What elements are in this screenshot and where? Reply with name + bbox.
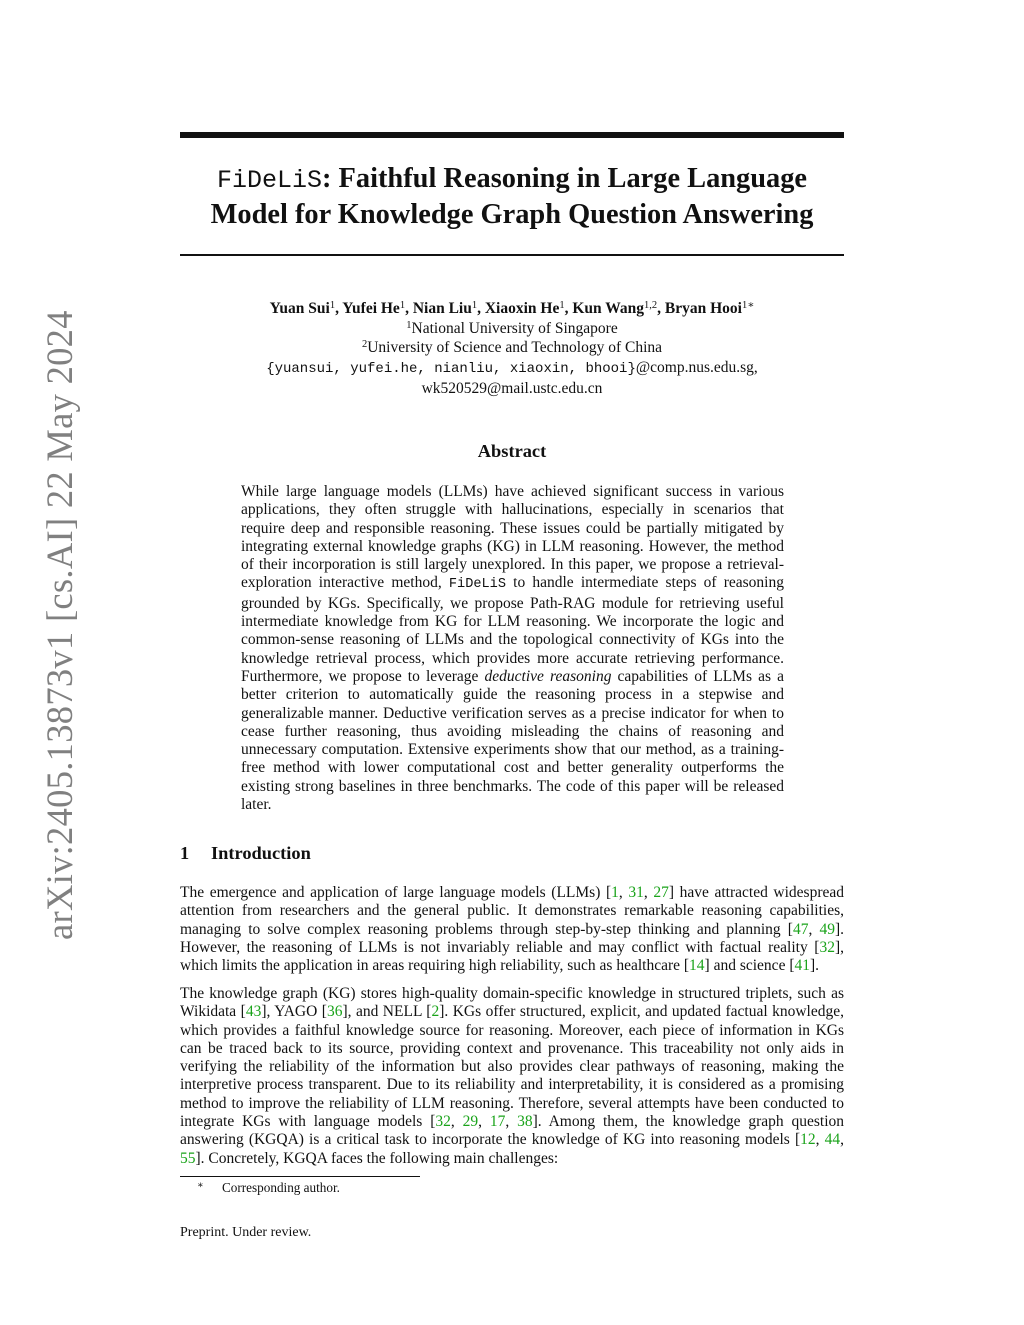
affiliation-mark: 1	[399, 300, 406, 311]
citation-link[interactable]: 12	[800, 1131, 816, 1149]
title-line-2: Model for Knowledge Graph Question Answering	[210, 199, 814, 230]
section-heading	[180, 843, 311, 864]
author-name: Nian Liu	[412, 300, 472, 317]
citation-link[interactable]: 47	[792, 920, 809, 938]
citation-link[interactable]: 31	[628, 884, 644, 901]
author-block	[180, 299, 844, 399]
citation-link[interactable]: 38	[517, 1113, 533, 1131]
email-usernames: {yuansui, yufei.he, nianliu, xiaoxin, bhooi}	[266, 360, 636, 377]
affiliation-mark: 1	[406, 319, 412, 331]
affiliation-mark: 1	[559, 300, 565, 311]
citation-link[interactable]: 55	[180, 1149, 196, 1167]
title-line-1: : Faithful Reasoning in Large Language	[321, 163, 808, 194]
section-number: 1	[180, 843, 190, 863]
citation-link[interactable]: 36	[326, 1003, 343, 1021]
affiliation-name: National University of Singapore	[411, 319, 618, 337]
abstract-heading: Abstract	[477, 441, 547, 461]
author-name: Kun Wang	[572, 300, 645, 317]
affiliation-1	[180, 319, 844, 339]
abstract-part-2: to handle intermediate steps of reasoning grounded by KGs. Specifically, we propose Path-RAG module for retrieving useful intermediate knowledge from KG for LLM reasoning. We incorporate the logic and common-sense reasoning of LLMs and the topological connectivity of KGs into the knowledge retrieval process, which provides more accurate retrieving performance. Furthermore, we propose to leverage	[241, 574, 784, 685]
title-bottom-rule	[180, 254, 844, 256]
citation-link[interactable]: 41	[794, 957, 810, 975]
abstract-text	[241, 483, 784, 814]
citation-link[interactable]: 14	[689, 957, 705, 975]
author-name: Yuan Sui	[269, 300, 330, 317]
citation-link[interactable]: 44	[824, 1131, 841, 1149]
citation-link[interactable]: 49	[819, 920, 835, 938]
abstract-part-3: capabilities of LLMs as a better criterion to automatically guide the reasoning process in a stepwise and generalizable manner. Deductive verification serves as a precise indicator for when to cease further reasoning, thus avoiding misleading the chains of reasoning and unnecessary computation. Extensive experiments show that our method, as a training-free method with lower computational cost and better generality outperforms the existing strong baselines in three benchmarks. The code of this paper will be released later.	[241, 667, 784, 814]
citation-link[interactable]: 1	[611, 884, 619, 901]
affiliation-mark: 1	[329, 300, 336, 311]
arxiv-identifier: arXiv:2405.13873v1 [cs.AI] 22 May 2024	[39, 310, 80, 940]
affiliation-name: University of Science and Technology of China	[367, 339, 663, 356]
footnote-text: Corresponding author.	[222, 1180, 340, 1195]
system-name: FiDeLiS	[216, 166, 322, 195]
citation-link[interactable]: 27	[653, 884, 669, 901]
citation-link[interactable]: 32	[435, 1113, 451, 1131]
email-domain: @comp.nus.edu.sg,	[635, 358, 758, 376]
affiliation-mark: 1,2	[644, 300, 658, 311]
author-list: Yuan Sui$^1$, Yufei He$^1$, Nian Liu$^1$, Xiaoxin He$^1$, Kun Wang$^{1,2}$, Bryan Hooi$^{1∗}$	[269, 300, 755, 317]
intro-paragraph-2: The knowledge graph (KG) stores high-quality domain-specific knowledge in structured triplets, such as Wikidata [43], YAGO [36], and NELL [2]. KGs offer structured, explicit, and updated factual knowledge, which provides a faithful knowledge source for reasoning. Moreover, each piece of information in KGs can be traced back to its source, providing context and provenance. This traceability not only aids in verifying the reliability of the information but also provides clear pathways of reasoning, making the interpretive process transparent. Due to its reliability and interpretability, it is considered as a promising method to improve the reliability of LLM reasoning. Therefore, several attempts have been conducted to integrate KGs with language models [32, 29, 17, 38]. Among them, the knowledge graph question answering (KGQA) is a critical task to incorporate the knowledge of KG into reasoning models [12, 44, 55]. Concretely, KGQA faces the following main challenges:	[180, 985, 845, 1167]
footnote	[197, 1180, 340, 1196]
email-line-2: wk520529@mail.ustc.edu.cn	[421, 380, 603, 397]
citation-link[interactable]: 17	[489, 1113, 506, 1131]
abstract-part-1: While large language models (LLMs) have achieved significant success in various applications, they often struggle with hallucinations, especially in scenarios that require deep and responsible reasoning. These issues could be partially mitigated by integrating external knowledge graphs (KG) in LLM reasoning. However, the method of their incorporation is still largely unexplored. In this paper, we propose a retrieval-exploration interactive method,	[241, 483, 784, 592]
author-name: Yufei He	[342, 300, 400, 317]
citation-link[interactable]: 2	[431, 1003, 440, 1021]
paper-title	[180, 162, 844, 232]
footnote-mark: ∗	[197, 1180, 204, 1191]
preprint-note: Preprint. Under review.	[180, 1225, 312, 1240]
author-name: Bryan Hooi	[664, 300, 742, 317]
method-name: FiDeLiS	[448, 577, 506, 593]
email-line-1	[180, 358, 844, 380]
abstract-emphasis: deductive reasoning	[484, 667, 612, 685]
intro-paragraph-1: The emergence and application of large language models (LLMs) [1, 31, 27] have attracted widespread attention from researchers and the general public. It demonstrates remarkable reasoning capabilities, managing to solve complex reasoning problems through step-by-step thinking and planning [47, 49]. However, the reasoning of LLMs is not invariably reliable and may conflict with factual reality [32], which limits the application in areas requiring high reliability, such as healthcare [14] and science [41].	[180, 884, 845, 975]
footnote-rule	[180, 1176, 420, 1177]
section-title: Introduction	[211, 843, 311, 863]
affiliation-mark: 1	[471, 300, 478, 311]
affiliation-mark: 2	[361, 339, 368, 350]
citation-link[interactable]: 43	[245, 1003, 262, 1021]
affiliation-mark: 1∗	[741, 300, 755, 311]
citation-link[interactable]: 29	[462, 1113, 479, 1131]
author-name: Xiaoxin He	[484, 300, 560, 317]
affiliation-2	[180, 338, 844, 358]
title-top-rule	[180, 132, 844, 138]
citation-link[interactable]: 32	[819, 938, 835, 956]
